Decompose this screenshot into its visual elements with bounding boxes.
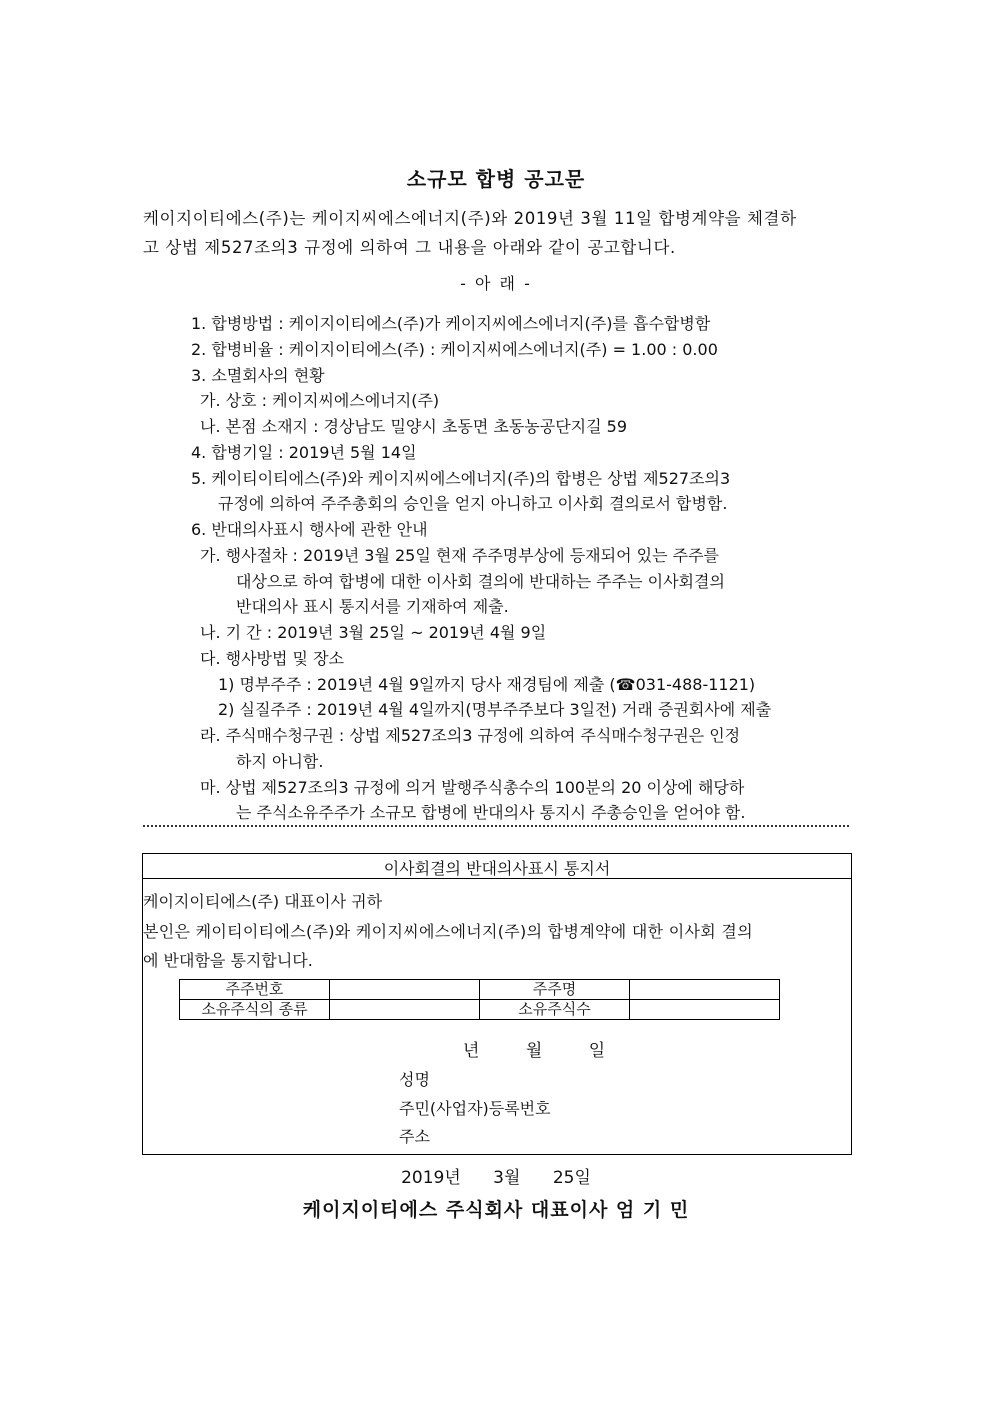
list-item: 2. 합병비율 : 케이지이티에스(주) : 케이지씨에스에너지(주) = 1.00 : 0.00	[191, 340, 718, 359]
notice-title: 소규모 합병 공고문	[406, 167, 586, 191]
form-addressee: 케이지이티에스(주) 대표이사 귀하	[143, 892, 383, 911]
list-item: 다. 행사방법 및 장소	[200, 649, 344, 668]
table-row	[180, 1000, 780, 1020]
table-header-cell: 소유주식의 종류	[180, 1000, 330, 1020]
signature-regno-label: 주민(사업자)등록번호	[399, 1099, 551, 1118]
form-date-line: 년 월 일	[463, 1041, 608, 1061]
list-item: 대상으로 하여 합병에 대한 이사회 결의에 반대하는 주주는 이사회결의	[236, 572, 725, 591]
section-heading: - 아 래 -	[460, 274, 532, 293]
list-item: 하지 아니함.	[236, 752, 324, 771]
list-item: 라. 주식매수청구권 : 상법 제527조의3 규정에 의하여 주식매수청구권은 인정	[200, 726, 741, 745]
list-item: 마. 상법 제527조의3 규정에 의거 발행주식총수의 100분의 20 이상에 해당하	[200, 778, 745, 797]
list-item: 1) 명부주주 : 2019년 4월 9일까지 당사 재경팀에 제출 (☎031-488-1121)	[218, 675, 756, 694]
shareholder-name-field[interactable]	[630, 980, 780, 1000]
list-item: 는 주식소유주주가 소규모 합병에 반대의사 통지시 주총승인을 얻어야 함.	[236, 803, 746, 822]
signature-address-label: 주소	[399, 1127, 430, 1146]
list-item: 2) 실질주주 : 2019년 4월 4일까지(명부주주보다 3일전) 거래 증권회사에 제출	[218, 700, 772, 719]
signature-name-label: 성명	[399, 1070, 430, 1089]
form-body-line-2: 에 반대함을 통지합니다.	[143, 951, 313, 970]
list-item: 1. 합병방법 : 케이지이티에스(주)가 케이지씨에스에너지(주)를 흡수합병함	[191, 314, 711, 333]
list-item: 3. 소멸회사의 현황	[191, 366, 325, 385]
table-row	[180, 980, 780, 1000]
list-item: 나. 본점 소재지 : 경상남도 밀양시 초동면 초동농공단지길 59	[200, 417, 628, 436]
shareholder-number-field[interactable]	[330, 980, 480, 1000]
objection-notice-form	[142, 853, 852, 1155]
list-item: 나. 기 간 : 2019년 3월 25일 ~ 2019년 4월 9일	[200, 623, 547, 642]
list-item: 4. 합병기일 : 2019년 5월 14일	[191, 443, 417, 462]
list-item: 반대의사 표시 통지서를 기재하여 제출.	[236, 597, 509, 616]
list-item: 가. 행사절차 : 2019년 3월 25일 현재 주주명부상에 등재되어 있는 주주를	[200, 546, 719, 565]
shareholder-table	[179, 979, 780, 1020]
company-signature: 케이지이티에스 주식회사 대표이사 엄 기 민	[302, 1199, 690, 1221]
table-header-cell: 주주번호	[180, 980, 330, 1000]
notice-date: 2019년 3월 25일	[401, 1168, 591, 1188]
cut-line-divider	[143, 825, 849, 827]
share-count-field[interactable]	[630, 1000, 780, 1020]
form-title: 이사회결의 반대의사표시 통지서	[383, 859, 611, 878]
intro-line-2: 고 상법 제527조의3 규정에 의하여 그 내용을 아래와 같이 공고합니다.	[143, 238, 676, 257]
list-item: 가. 상호 : 케이지씨에스에너지(주)	[200, 391, 440, 410]
intro-line-1: 케이지이티에스(주)는 케이지씨에스에너지(주)와 2019년 3월 11일 합병계약을 체결하	[143, 209, 797, 228]
form-body-line-1: 본인은 케이티이티에스(주)와 케이지씨에스에너지(주)의 합병계약에 대한 이사회 결의	[143, 922, 753, 941]
table-header-cell: 주주명	[480, 980, 630, 1000]
table-header-cell: 소유주식수	[480, 1000, 630, 1020]
form-title-divider	[143, 878, 851, 879]
list-item: 5. 케이티이티에스(주)와 케이지씨에스에너지(주)의 합병은 상법 제527조의3	[191, 469, 731, 488]
list-item: 6. 반대의사표시 행사에 관한 안내	[191, 520, 428, 539]
share-type-field[interactable]	[330, 1000, 480, 1020]
list-item: 규정에 의하여 주주총회의 승인을 얻지 아니하고 이사회 결의로서 합병함.	[218, 494, 728, 513]
